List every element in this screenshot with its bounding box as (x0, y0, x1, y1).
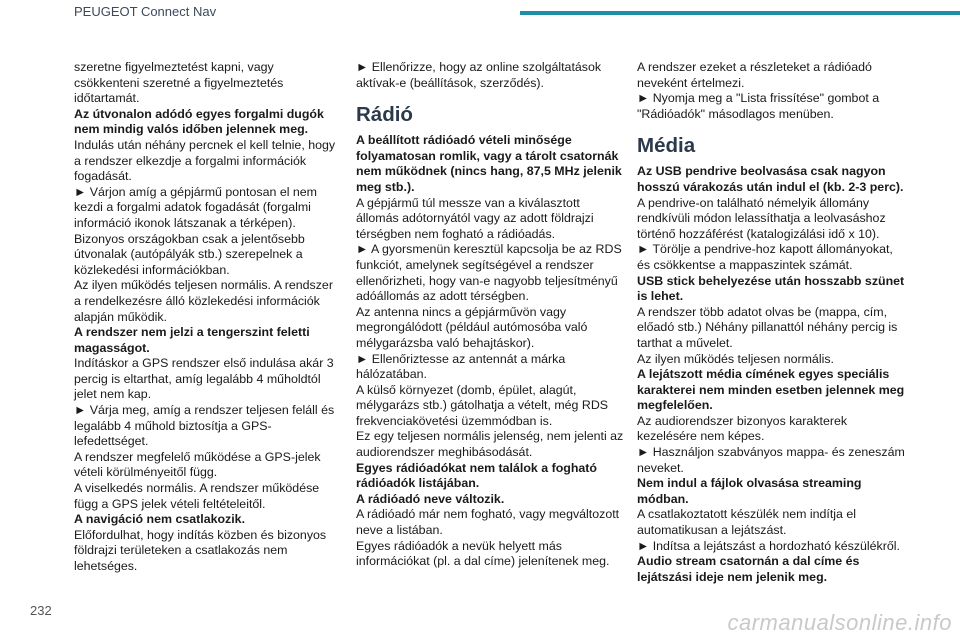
bold-paragraph: Egyes rádióadókat nem találok a fogható rádióadók listájában. (356, 460, 597, 491)
paragraph: Egyes rádióadók a nevük helyett más információkat (pl. a dal címe) jelenítenek meg. (356, 538, 610, 569)
paragraph: ► Ellenőrizze, hogy az online szolgáltatások aktívak-e (beállítások, szerződés). (356, 60, 602, 90)
paragraph: ► Várjon amíg a gépjármű pontosan el nem kezdi a forgalmi adatok fogadását (forgalmi információ ikonok látszanak a térképen). (74, 184, 318, 230)
paragraph: Az ilyen működés teljesen normális. A rendszer a rendelkezésre álló közlekedési információk alapján működik. (74, 278, 333, 324)
paragraph: ► Törölje a pendrive-hoz kapott állományokat, és csökkentse a mappaszintek számát. (637, 242, 893, 272)
paragraph: szeretne figyelmeztetést kapni, vagy csökkenteni szeretné a figyelmeztetés időtartamát. (74, 60, 284, 106)
bold-paragraph: A rendszer nem jelzi a tengerszint feletti magasságot. (74, 325, 310, 355)
header-accent-bar (520, 11, 960, 15)
section-heading: Rádió (356, 103, 413, 127)
paragraph: ► Ellenőriztesse az antennát a márka hálózatában. (356, 351, 566, 382)
paragraph: A gépjármű túl messze van a kiválasztott állomás adótornyától vagy az adott földrajzi térségben nem fogható a rádióadás. (356, 195, 594, 241)
bold-paragraph: Nem indul a fájlok olvasása streaming módban. (637, 476, 862, 506)
header-title: PEUGEOT Connect Nav (74, 4, 217, 19)
column-1 (74, 60, 342, 575)
bold-paragraph: Az útvonalon adódó egyes forgalmi dugók nem mindig valós időben jelennek meg. (74, 106, 324, 137)
paragraph: Az antenna nincs a gépjárművön vagy megrongálódott (például autómosóba való mélygarázsba való behajtáskor). (356, 304, 588, 350)
bold-paragraph: Az USB pendrive beolvasása csak nagyon hosszú várakozás után indul el (kb. 2-3 perc). (637, 164, 904, 194)
bold-paragraph: A rádióadó neve változik. (356, 491, 505, 506)
paragraph: ► Nyomja meg a "Lista frissítése" gombot a "Rádióadók" másodlagos menüben. (637, 91, 880, 121)
paragraph: Az ilyen működés teljesen normális. (637, 351, 834, 366)
paragraph: A viselkedés normális. A rendszer működése függ a GPS jelek vételi feltételeitől. (74, 481, 320, 511)
paragraph: ► A gyorsmenün keresztül kapcsolja be az RDS funkciót, amelynek segítségével a rendszer ellenőrizheti, hogy van-e nagyobb teljesítményű adóállomás az adott térségben. (356, 242, 622, 304)
bold-paragraph: A beállított rádióadó vételi minősége folyamatosan romlik, vagy a tárolt csatornák nem működnek (nincs hang, 87,5 MHz jelenik meg stb.). (356, 133, 622, 194)
page-number: 232 (30, 603, 52, 618)
paragraph: A rádióadó már nem fogható, vagy megváltozott neve a listában. (356, 507, 620, 538)
bold-paragraph: Audio stream csatornán a dal címe és lejátszási ideje nem jelenik meg. (637, 554, 860, 584)
paragraph: Előfordulhat, hogy indítás közben és bizonyos földrajzi területeken a csatlakozás nem lehetséges. (74, 527, 327, 573)
section-heading: Média (637, 134, 696, 158)
paragraph: A csatlakoztatott készülék nem indítja el automatikusan a lejátszást. (637, 507, 857, 538)
paragraph: Indításkor a GPS rendszer első indulása akár 3 percig is eltarthat, amíg legalább 4 műholdtól jelet nem kap. (74, 356, 334, 402)
bold-paragraph: A navigáció nem csatlakozik. (74, 512, 246, 527)
paragraph: A rendszer több adatot olvas be (mappa, cím, előadó stb.) Néhány pillanattól néhány percig is tarthat a művelet. (637, 304, 898, 350)
paragraph: A pendrive-on található némelyik állomány rendkívüli módon lelassíthatja a leolvasáshoz történő hozzáférést (katalogizálási idő x 10). (637, 195, 886, 241)
paragraph: Az audiorendszer bizonyos karakterek kezelésére nem képes. (637, 413, 848, 444)
bold-paragraph: USB stick behelyezése után hosszabb szünet is lehet. (637, 273, 905, 304)
column-3 (637, 60, 905, 585)
paragraph: A rendszer megfelelő működése a GPS-jelek vételi körülményeitől függ. (74, 449, 321, 480)
paragraph: ► Várja meg, amíg a rendszer teljesen feláll és legalább 4 műhold biztosítja a GPS-lefedettséget. (74, 403, 335, 449)
paragraph: ► Használjon szabványos mappa- és zeneszám neveket. (637, 445, 905, 475)
bold-paragraph: A lejátszott média címének egyes speciális karakterei nem minden esetben jelennek meg megfelelően. (637, 367, 905, 413)
paragraph: A rendszer ezeket a részleteket a rádióadó neveként értelmezi. (637, 60, 872, 90)
watermark: carmanualsonline.info (727, 610, 952, 635)
column-2 (356, 60, 624, 570)
paragraph: Indulás után néhány percnek el kell telnie, hogy a rendszer elkezdje a forgalmi információk fogadását. (74, 137, 336, 184)
paragraph: Bizonyos országokban csak a jelentősebb útvonalak (autópályák stb.) szerepelnek a közlekedési információkban. (74, 231, 305, 277)
paragraph: Ez egy teljesen normális jelenség, nem jelenti az audiorendszer meghibásodását. (356, 429, 624, 460)
paragraph: ► Indítsa a lejátszást a hordozható készülékről. (637, 538, 900, 553)
paragraph: A külső környezet (domb, épület, alagút, mélygarázs stb.) gátolhatja a vételt, még RDS frekvenciakövetési üzemmódban is. (356, 382, 609, 428)
